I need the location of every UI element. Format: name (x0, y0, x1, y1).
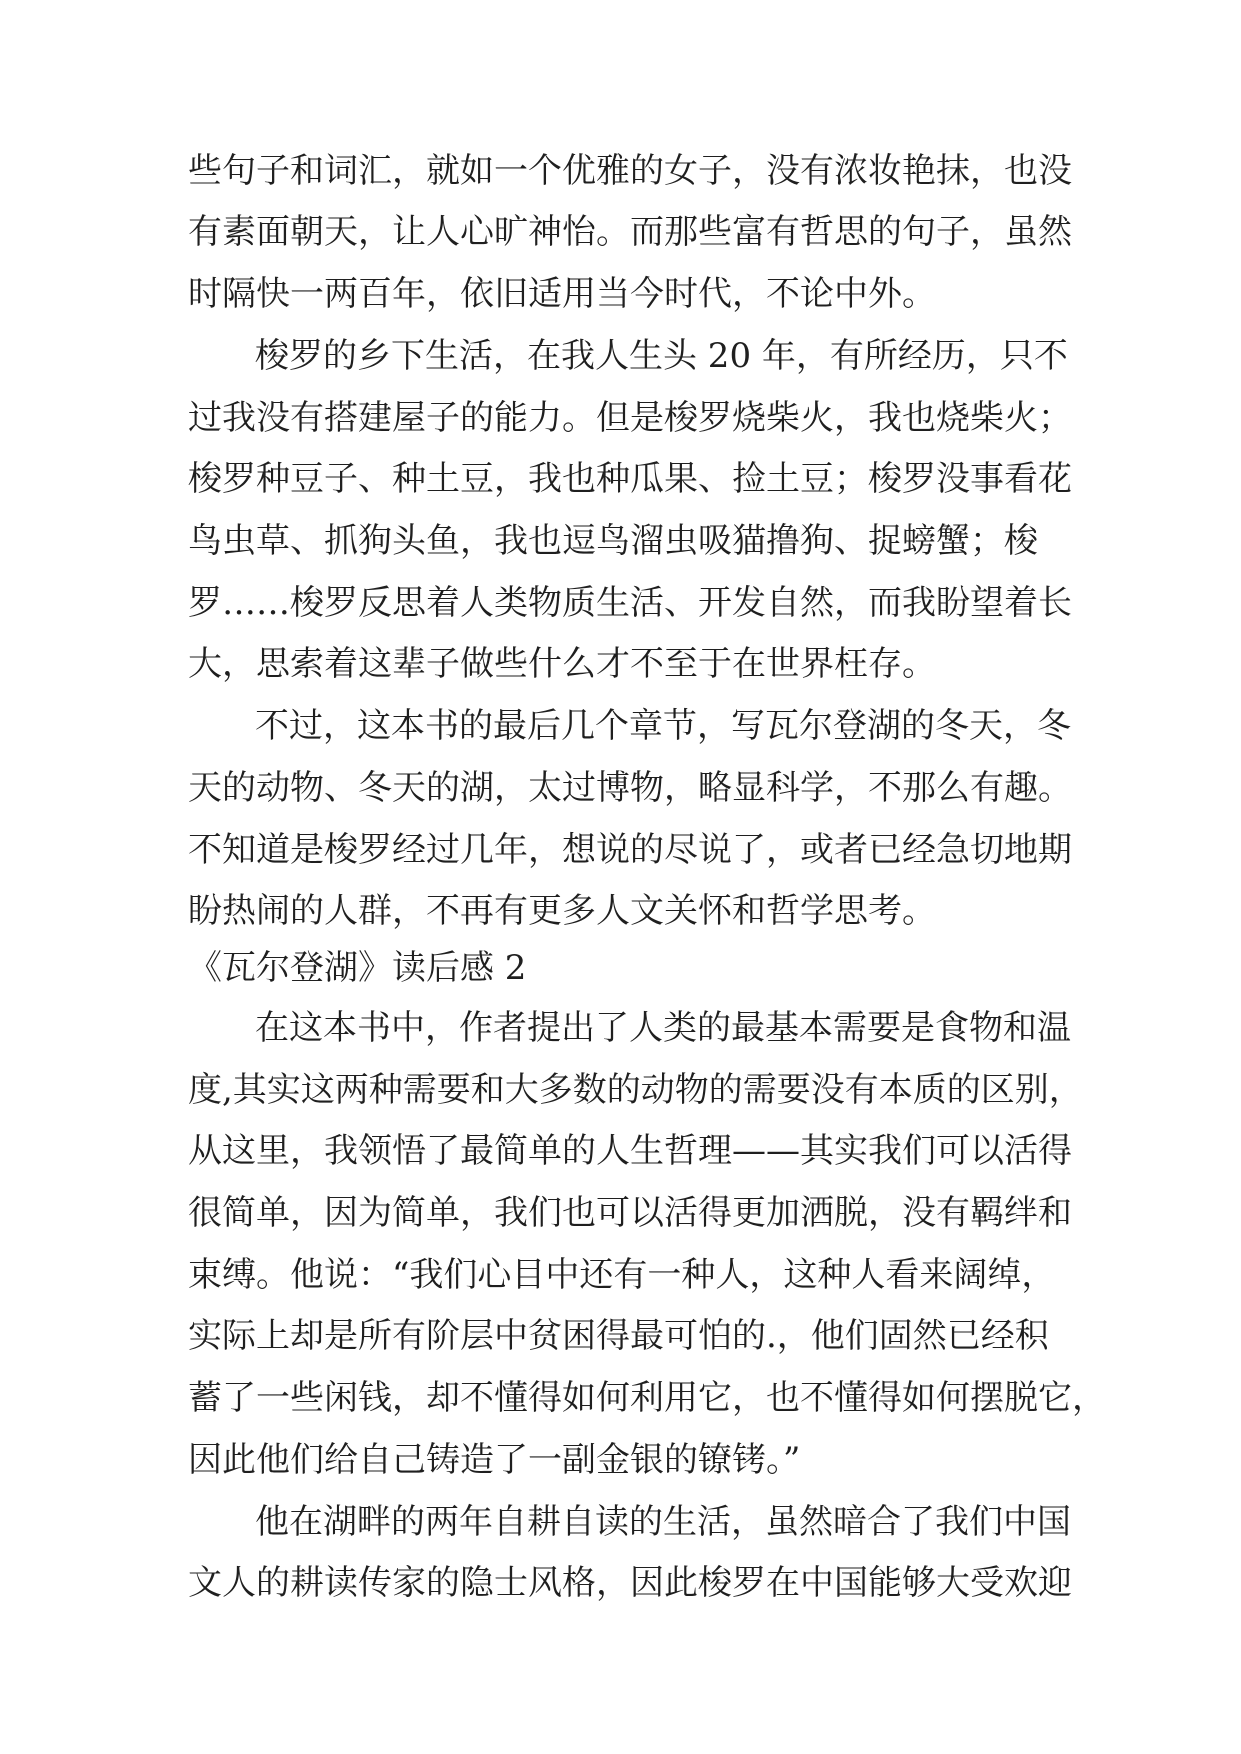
text-line: 盼热闹的人群，不再有更多人文关怀和哲学思考。 (188, 891, 936, 931)
text-line: 梭罗的乡下生活，在我人生头 20 年，有所经历，只不 (255, 336, 1068, 376)
text-line: 很简单，因为简单，我们也可以活得更加洒脱，没有羁绊和 (188, 1193, 1072, 1233)
text-line: 束缚。他说：“我们心目中还有一种人，这种人看来阔绰， (188, 1255, 1056, 1295)
text-line: 文人的耕读传家的隐士风格，因此梭罗在中国能够大受欢迎 (188, 1563, 1072, 1603)
text-line: 天的动物、冬天的湖，太过博物，略显科学，不那么有趣。 (188, 768, 1072, 808)
text-line: 梭罗种豆子、种土豆，我也种瓜果、捡土豆；梭罗没事看花 (188, 459, 1072, 499)
text-line: 不知道是梭罗经过几年，想说的尽说了，或者已经急切地期 (188, 830, 1072, 870)
text-line: 些句子和词汇，就如一个优雅的女子，没有浓妆艳抹，也没 (188, 151, 1072, 191)
text-line: 过我没有搭建屋子的能力。但是梭罗烧柴火，我也烧柴火； (188, 398, 1072, 438)
text-line: 实际上却是所有阶层中贫困得最可怕的.，他们固然已经积 (188, 1316, 1049, 1356)
text-line: 蓄了一些闲钱，却不懂得如何利用它，也不懂得如何摆脱它， (188, 1378, 1106, 1418)
text-line: 因此他们给自己铸造了一副金银的镣铐。” (188, 1440, 801, 1480)
text-line: 罗……梭罗反思着人类物质生活、开发自然，而我盼望着长 (188, 583, 1072, 623)
text-line: 不过，这本书的最后几个章节，写瓦尔登湖的冬天，冬 (255, 706, 1071, 746)
text-line: 他在湖畔的两年自耕自读的生活，虽然暗合了我们中国 (255, 1502, 1071, 1542)
text-line: 度,其实这两种需要和大多数的动物的需要没有本质的区别， (188, 1070, 1083, 1110)
text-line: 有素面朝天，让人心旷神怡。而那些富有哲思的句子，虽然 (188, 212, 1072, 252)
text-line: 时隔快一两百年，依旧适用当今时代，不论中外。 (188, 274, 936, 314)
text-line: 大，思索着这辈子做些什么才不至于在世界枉存。 (188, 644, 936, 684)
section-title: 《瓦尔登湖》读后感 2 (188, 948, 527, 988)
text-line: 在这本书中，作者提出了人类的最基本需要是食物和温 (255, 1008, 1071, 1048)
text-line: 从这里，我领悟了最简单的人生哲理——其实我们可以活得 (188, 1131, 1072, 1171)
text-line: 鸟虫草、抓狗头鱼，我也逗鸟溜虫吸猫撸狗、捉螃蟹；梭 (188, 521, 1038, 561)
